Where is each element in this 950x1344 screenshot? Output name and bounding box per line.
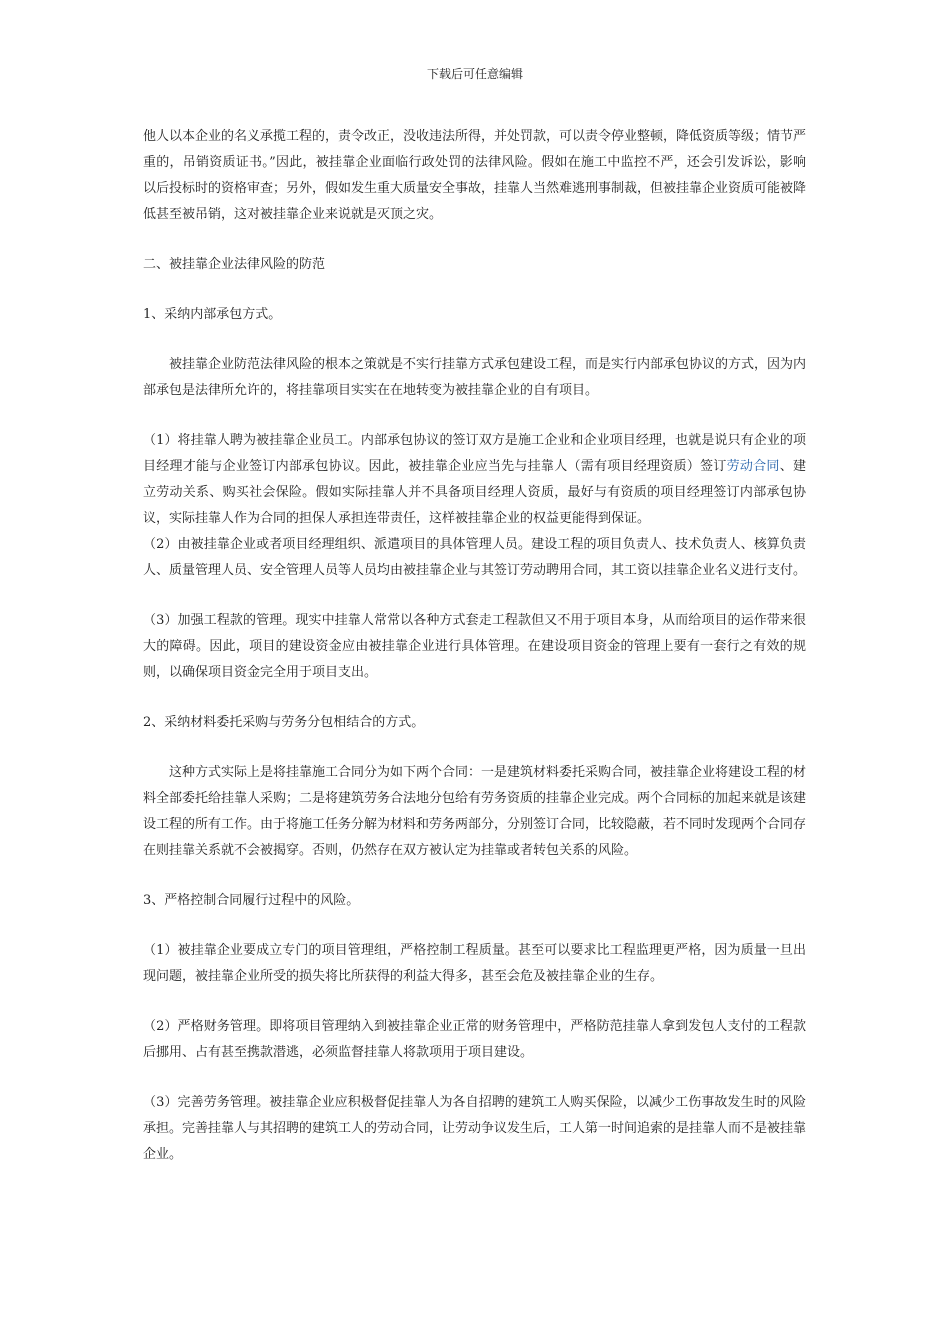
- paragraph-risk-item-1-quality: （1）被挂靠企业要成立专门的项目管理组，严格控制工程质量。甚至可以要求比工程监理更严格，因为质量一旦出现问题，被挂靠企业所受的损失将比所获得的利益大得多，甚至会危及被挂靠企业的生存。: [143, 943, 806, 984]
- subsection-heading-material-labor: 2、采纳材料委托采购与劳务分包相结合的方式。: [143, 715, 425, 730]
- paragraph-risk-item-2-finance: （2）严格财务管理。即将项目管理纳入到被挂靠企业正常的财务管理中，严格防范挂靠人拿到发包人支付的工程款后挪用、占有甚至携款潜逃，必须监督挂靠人将款项用于项目建设。: [143, 1019, 806, 1060]
- labor-contract-link[interactable]: 劳动合同: [726, 459, 780, 474]
- paragraph-text-before-link: （1）将挂靠人聘为被挂靠企业员工。内部承包协议的签订双方是施工企业和企业项目经理，也就是说只有企业的项目经理才能与企业签订内部承包协议。因此，被挂靠企业应当先与挂靠人（需有项目经理资质）签订: [143, 433, 806, 474]
- paragraph-item-2-dispatch-staff: （2）由被挂靠企业或者项目经理组织、派遣项目的具体管理人员。建设工程的项目负责人、技术负责人、核算负责人、质量管理人员、安全管理人员等人员均由被挂靠企业与其签订劳动聘用合同，其工资以挂靠企业名义进行支付。: [143, 537, 807, 578]
- document-body: [143, 124, 806, 1168]
- paragraph-item-3-funds: （3）加强工程款的管理。现实中挂靠人常常以各种方式套走工程款但又不用于项目本身，从而给项目的运作带来很大的障碍。因此，项目的建设资金应由被挂靠企业进行具体管理。在建设项目资金的管理上要有一套行之有效的规则，以确保项目资金完全用于项目支出。: [143, 613, 806, 680]
- subsection-heading-contract-risk: 3、严格控制合同履行过程中的风险。: [143, 893, 360, 908]
- paragraph-penalty-risk: 他人以本企业的名义承揽工程的，责令改正，没收违法所得，并处罚款，可以责令停业整顿，降低资质等级；情节严重的，吊销资质证书。”因此，被挂靠企业面临行政处罚的法律风险。假如在施工中监控不严，还会引发诉讼，影响以后投标时的资格审查；另外，假如发生重大质量安全事故，挂靠人当然难逃刑事制裁，但被挂靠企业资质可能被降低甚至被吊销，这对被挂靠企业来说就是灭顶之灾。: [143, 129, 807, 222]
- page-header: 下载后可任意编辑: [426, 67, 523, 81]
- paragraph-item-1-hire-staff: [143, 428, 806, 532]
- paragraph-text-after-link: 、建立劳动关系、购买社会保险。假如实际挂靠人并不具备项目经理人资质，最好与有资质的项目经理签订内部承包协议，实际挂靠人作为合同的担保人承担连带责任，这样被挂靠企业的权益更能得到保证。: [143, 459, 806, 526]
- paragraph-material-labor: 这种方式实际上是将挂靠施工合同分为如下两个合同：一是建筑材料委托采购合同，被挂靠企业将建设工程的材料全部委托给挂靠人采购；二是将建筑劳务合法地分包给有劳务资质的挂靠企业完成。两个合同标的加起来就是该建设工程的所有工作。由于将施工任务分解为材料和劳务两部分，分别签订合同，比较隐蔽，若不同时发现两个合同存在则挂靠关系就不会被揭穿。否则，仍然存在双方被认定为挂靠或者转包关系的风险。: [143, 765, 807, 858]
- section-heading-prevention: 二、被挂靠企业法律风险的防范: [143, 257, 326, 272]
- subsection-heading-internal-contract: 1、采纳内部承包方式。: [143, 307, 282, 322]
- paragraph-risk-item-3-labor: （3）完善劳务管理。被挂靠企业应积极督促挂靠人为各自招聘的建筑工人购买保险，以减少工伤事故发生时的风险承担。完善挂靠人与其招聘的建筑工人的劳动合同，让劳动争议发生后，工人第一时间追索的是挂靠人而不是被挂靠企业。: [143, 1095, 807, 1162]
- paragraph-internal-contract: 被挂靠企业防范法律风险的根本之策就是不实行挂靠方式承包建设工程，而是实行内部承包协议的方式，因为内部承包是法律所允许的，将挂靠项目实实在在地转变为被挂靠企业的自有项目。: [143, 357, 807, 398]
